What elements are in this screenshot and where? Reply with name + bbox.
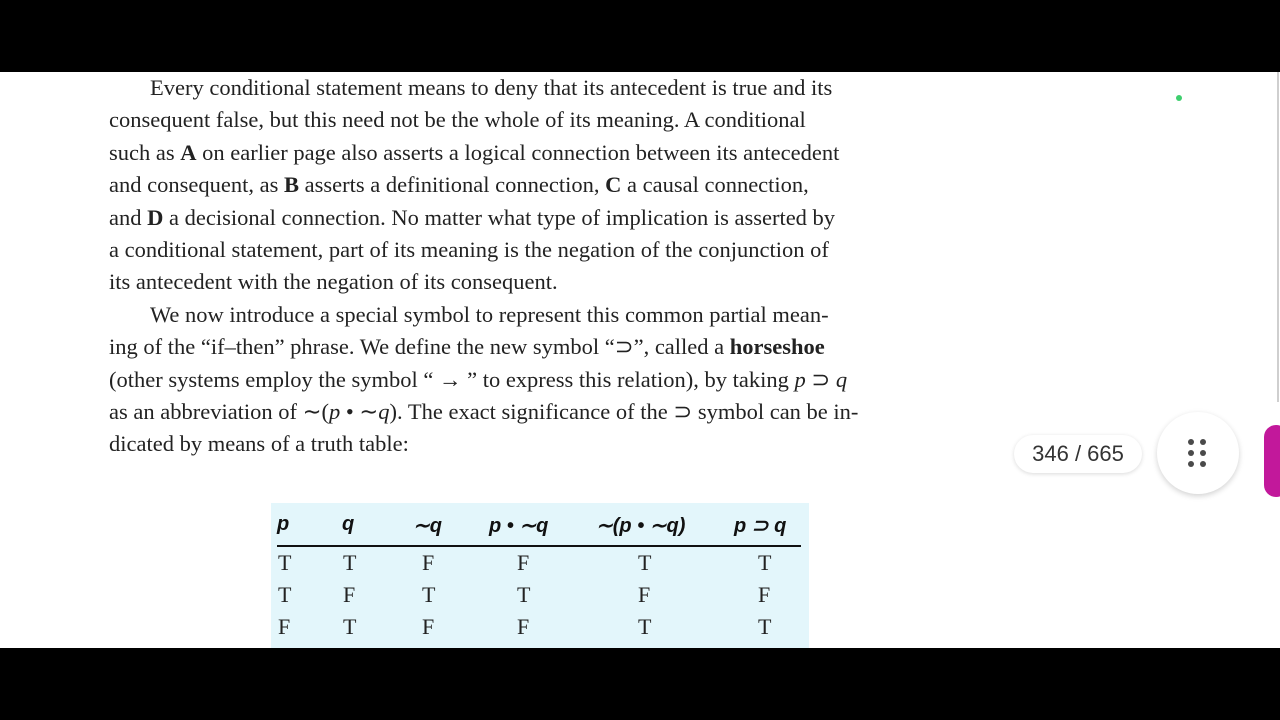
table-cell: F bbox=[422, 614, 435, 639]
status-dot bbox=[1176, 95, 1182, 101]
table-cell: T bbox=[758, 614, 772, 639]
table-header: ∼q bbox=[413, 515, 442, 537]
table-cell: T bbox=[422, 582, 436, 607]
paragraph-2: We now introduce a special symbol to represent this common partial mean- ing of the “if–then” phrase. We define the new symbol “⊃”, called a horseshoe (other systems employ the symbol “ → ” to express this relation), by taking p ⊃ q as an abbreviation of ∼(p • ∼q). The exact significance of the ⊃ symbol can be in- dicated by means of a truth table: bbox=[109, 301, 859, 457]
table-cell: T bbox=[343, 550, 357, 575]
table-cell: F bbox=[343, 582, 356, 607]
table-cell: T bbox=[517, 582, 531, 607]
table-header: p bbox=[277, 513, 290, 535]
table-cell: T bbox=[278, 582, 292, 607]
table-header: p ⊃ q bbox=[734, 515, 787, 537]
paragraph-1: Every conditional statement means to deny that its antecedent is true and its consequent false, but this need not be the whole of its meaning. A conditional such as A on earlier page also asserts a logical connection between its antecedent and consequent, as B asserts a definitional connection, C a causal connection, and D a decisional connection. No matter what type of implication is asserted by a conditional statement, part of its meaning is the negation of the conjunction of its antecedent with the negation of its consequent. bbox=[109, 75, 840, 295]
truth-table bbox=[271, 503, 809, 648]
table-header: ∼(p • ∼q) bbox=[596, 515, 686, 537]
table-cell: F bbox=[278, 614, 291, 639]
table-cell: T bbox=[343, 614, 357, 639]
page-grid-button[interactable] bbox=[1157, 412, 1239, 494]
table-cell: F bbox=[517, 550, 530, 575]
table-header-rule bbox=[277, 545, 801, 547]
table-cell: F bbox=[758, 582, 771, 607]
table-cell: T bbox=[758, 550, 772, 575]
table-cell: F bbox=[422, 550, 435, 575]
table-cell: F bbox=[517, 614, 530, 639]
table-cell: T bbox=[278, 550, 292, 575]
page-content bbox=[109, 72, 971, 461]
pdf-viewer[interactable] bbox=[0, 72, 1280, 648]
scroll-track[interactable] bbox=[1277, 72, 1279, 402]
table-cell: T bbox=[638, 550, 652, 575]
page-indicator: 346 / 665 bbox=[1014, 435, 1142, 473]
grid-dots-icon bbox=[1188, 439, 1208, 467]
table-cell: F bbox=[638, 582, 651, 607]
edge-panel-handle[interactable] bbox=[1264, 425, 1280, 497]
table-cell: T bbox=[638, 614, 652, 639]
table-header: q bbox=[342, 513, 355, 535]
table-header: p • ∼q bbox=[489, 515, 549, 537]
